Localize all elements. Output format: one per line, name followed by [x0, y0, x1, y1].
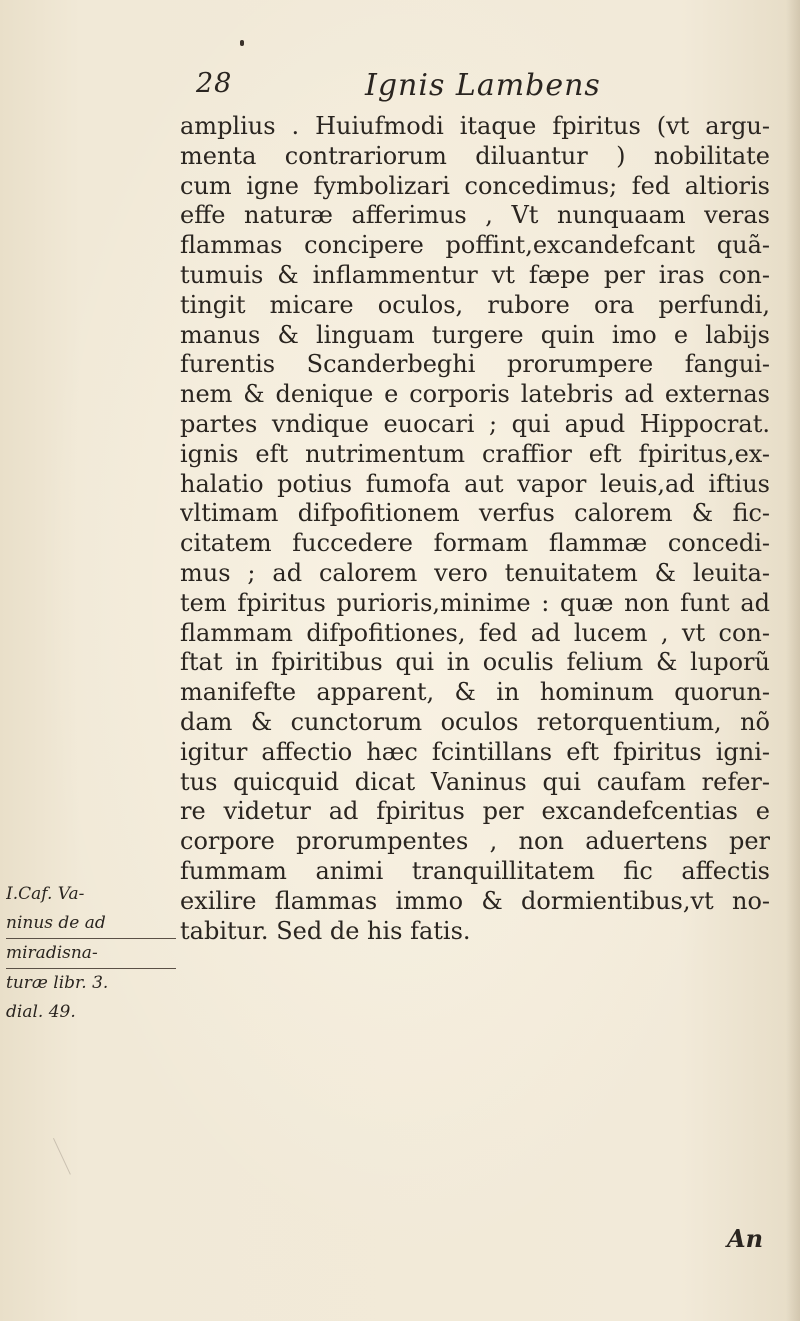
text-line: vltimam difpofitionem verfus calorem & fic-	[180, 499, 770, 528]
text-line: flammam difpofitiones, fed ad lucem , vt con-	[180, 618, 770, 647]
margin-note	[6, 880, 176, 1027]
text-line: cum igne fymbolizari concedimus; fed altioris	[180, 171, 770, 200]
page-header	[0, 66, 800, 106]
text-line: mus ; ad calorem vero tenuitatem & leuita-	[180, 558, 770, 587]
text-line: tabitur. Sed de his fatis.	[180, 916, 471, 945]
text-line: ignis eft nutrimentum craffior eft fpiritus,ex-	[180, 439, 770, 468]
text-line: nem & denique e corporis latebris ad externas	[180, 380, 770, 409]
text-line: exilire flammas immo & dormientibus,vt no-	[180, 886, 770, 915]
text-line: tumuis & inflammentur vt fæpe per iras con-	[180, 260, 770, 289]
text-line: fummam animi tranquillitatem fic affectis	[180, 856, 770, 885]
margin-note-line: ninus de ad	[6, 909, 176, 939]
show-through-mark	[53, 1125, 98, 1174]
body-text	[180, 112, 770, 946]
text-line: ftat in fpiritibus qui in oculis felium & luporũ	[180, 648, 770, 677]
running-title: Ignis Lambens	[365, 68, 601, 103]
text-line: re videtur ad fpiritus per excandefcentias e	[180, 797, 770, 826]
text-line: tem fpiritus purioris,minime : quæ non funt ad	[180, 588, 770, 617]
text-line: manus & linguam turgere quin imo e labijs	[180, 320, 770, 349]
text-line: igitur affectio hæc fcintillans eft fpiritus igni-	[180, 737, 770, 766]
margin-note-line: miradisna-	[6, 939, 176, 969]
text-line: tus quicquid dicat Vaninus qui caufam refer-	[180, 767, 770, 796]
text-line: menta contrariorum diluantur ) nobilitate	[180, 141, 770, 170]
text-line: dam & cunctorum oculos retorquentium, nõ	[180, 707, 770, 736]
margin-note-line: I.Caf. Va-	[6, 884, 85, 904]
text-line: corpore prorumpentes , non aduertens per	[180, 827, 770, 856]
text-line: amplius . Huiufmodi itaque fpiritus (vt argu-	[180, 112, 770, 140]
page-number: 28	[196, 68, 233, 99]
text-line: furentis Scanderbeghi prorumpere fangui-	[180, 350, 770, 379]
text-line: halatio potius fumofa aut vapor leuis,ad iftius	[180, 469, 770, 498]
margin-note-line: dial. 49.	[6, 1002, 76, 1022]
text-line: citatem fuccedere formam flammæ concedi-	[180, 529, 770, 558]
text-line: effe naturæ afferimus , Vt nunquaam veras	[180, 201, 770, 230]
margin-note-line: turæ libr. 3.	[6, 973, 109, 993]
ink-speck	[240, 40, 244, 46]
text-line: flammas concipere poffint,excandefcant quã-	[180, 231, 770, 260]
text-line: manifefte apparent, & in hominum quorun-	[180, 678, 770, 707]
text-line: partes vndique euocari ; qui apud Hippocrat.	[180, 409, 770, 438]
catchword: An	[727, 1224, 764, 1253]
text-line: tingit micare oculos, rubore ora perfundi,	[180, 290, 770, 319]
